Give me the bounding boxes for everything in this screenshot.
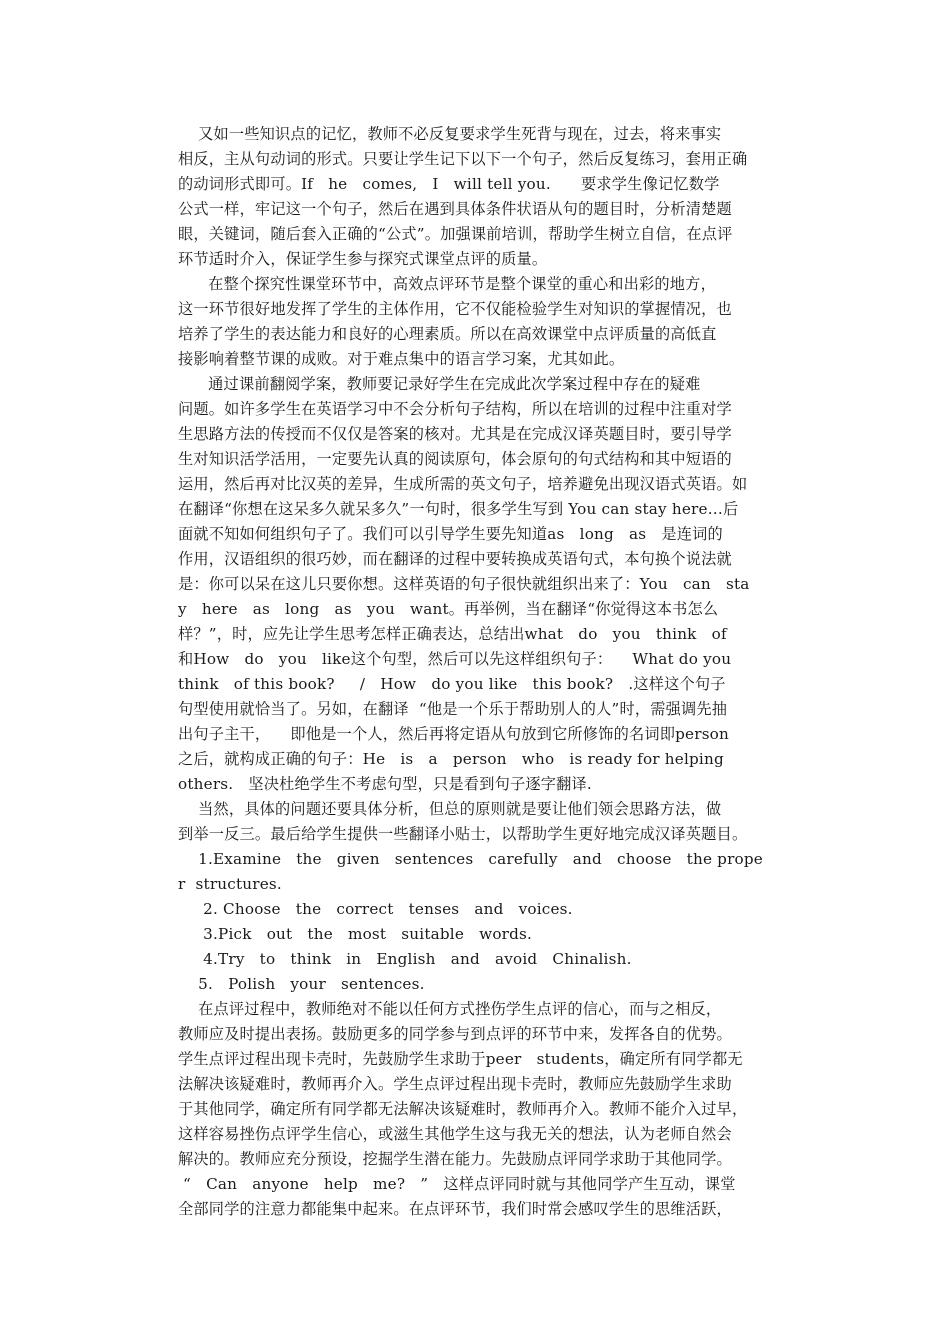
text-line: 的动词形式即可。If he comes, I will tell you. 要求学生像记忆数学	[178, 175, 720, 193]
text-line: 学生点评过程出现卡壳时，先鼓励学生求助于peer students，确定所有同学都无	[178, 1050, 743, 1068]
text-line: 法解决该疑难时，教师再介入。学生点评过程出现卡壳时，教师应先鼓励学生求助	[178, 1075, 732, 1093]
text-line: others. 坚决杜绝学生不考虑句型，只是看到句子逐字翻译.	[178, 775, 592, 793]
text-line: 运用，然后再对比汉英的差异，生成所需的英文句子，培养避免出现汉语式英语。如	[178, 475, 748, 493]
text-line: 全部同学的注意力都能集中起来。在点评环节，我们时常会感叹学生的思维活跃，	[178, 1200, 732, 1218]
text-line: 又如一些知识点的记忆，教师不必反复要求学生死背与现在，过去，将来事实	[178, 125, 722, 143]
list-item: 1.Examine the given sentences carefully and choose the prope	[178, 850, 763, 868]
text-line: 问题。如许多学生在英语学习中不会分析句子结构，所以在培训的过程中注重对学	[178, 400, 732, 418]
text-line: 样？”，时，应先让学生思考怎样正确表达，总结出what do you think of	[178, 625, 727, 643]
text-line: 解决的。教师应充分预设，挖掘学生潜在能力。先鼓励点评同学求助于其他同学。	[178, 1150, 732, 1168]
text-line: 是：你可以呆在这儿只要你想。这样英语的句子很快就组织出来了：You can sta	[178, 575, 750, 593]
text-line: 教师应及时提出表扬。鼓励更多的同学参与到点评的环节中来，发挥各自的优势。	[178, 1025, 732, 1043]
text-line: think of this book? / How do you like this book? .这样这个句子	[178, 675, 726, 693]
text-line: 作用，汉语组织的很巧妙，而在翻译的过程中要转换成英语句式，本句换个说法就	[178, 550, 732, 568]
text-line: 在整个探究性课堂环节中，高效点评环节是整个课堂的重心和出彩的地方，	[178, 275, 716, 293]
list-item: 2. Choose the correct tenses and voices.	[178, 900, 573, 918]
text-line: 当然，具体的问题还要具体分析，但总的原则就是要让他们领会思路方法，做	[178, 800, 722, 818]
text-line: 眼，关键词，随后套入正确的“公式”。加强课前培训，帮助学生树立自信，在点评	[178, 225, 733, 243]
text-line: 生思路方法的传授而不仅仅是答案的核对。尤其是在完成汉译英题目时，要引导学	[178, 425, 732, 443]
text-line: 培养了学生的表达能力和良好的心理素质。所以在高效课堂中点评质量的高低直	[178, 325, 717, 343]
text-line: 这样容易挫伤点评学生信心，或滋生其他学生这与我无关的想法，认为老师自然会	[178, 1125, 732, 1143]
text-line: 在翻译“你想在这呆多久就呆多久”一句时，很多学生写到 You can stay here…后	[178, 500, 739, 518]
text-line: 句型使用就恰当了。另如，在翻译 “他是一个乐于帮助别人的人”时，需强调先抽	[178, 700, 728, 718]
list-item: 5. Polish your sentences.	[178, 975, 425, 993]
text-line: 环节适时介入，保证学生参与探究式课堂点评的质量。	[178, 250, 548, 268]
list-item: 3.Pick out the most suitable words.	[178, 925, 533, 943]
text-line: 在点评过程中，教师绝对不能以任何方式挫伤学生点评的信心，而与之相反，	[178, 1000, 722, 1018]
text-line: 于其他同学，确定所有同学都无法解决该疑难时，教师再介入。教师不能介入过早，	[178, 1100, 748, 1118]
text-line: 面就不知如何组织句子了。我们可以引导学生要先知道as long as 是连词的	[178, 525, 723, 543]
text-line: 通过课前翻阅学案，教师要记录好学生在完成此次学案过程中存在的疑难	[178, 375, 701, 393]
text-line: 接影响着整节课的成败。对于难点集中的语言学习案，尤其如此。	[178, 350, 625, 368]
text-line: “ Can anyone help me? ” 这样点评同时就与其他同学产生互动，课堂	[178, 1175, 736, 1193]
text-line: 和How do you like这个句型，然后可以先这样组织句子： What do you	[178, 650, 732, 668]
text-line: 之后，就构成正确的句子：He is a person who is ready for helping	[178, 750, 724, 768]
text-line: 生对知识活学活用，一定要先认真的阅读原句，体会原句的句式结构和其中短语的	[178, 450, 732, 468]
text-line: 相反，主从句动词的形式。只要让学生记下以下一个句子，然后反复练习，套用正确	[178, 150, 748, 168]
text-line: 到举一反三。最后给学生提供一些翻译小贴士，以帮助学生更好地完成汉译英题目。	[178, 825, 748, 843]
text-line: y here as long as you want。再举例，当在翻译“你觉得这本书怎么	[178, 600, 719, 618]
list-item: 4.Try to think in English and avoid Chinalish.	[178, 950, 632, 968]
list-item: r structures.	[178, 875, 282, 893]
text-line: 这一环节很好地发挥了学生的主体作用，它不仅能检验学生对知识的掌握情况，也	[178, 300, 732, 318]
text-line: 出句子主干， 即他是一个人，然后再将定语从句放到它所修饰的名词即person	[178, 725, 730, 743]
text-line: 公式一样，牢记这一个句子，然后在遇到具体条件状语从句的题目时，分析清楚题	[178, 200, 732, 218]
